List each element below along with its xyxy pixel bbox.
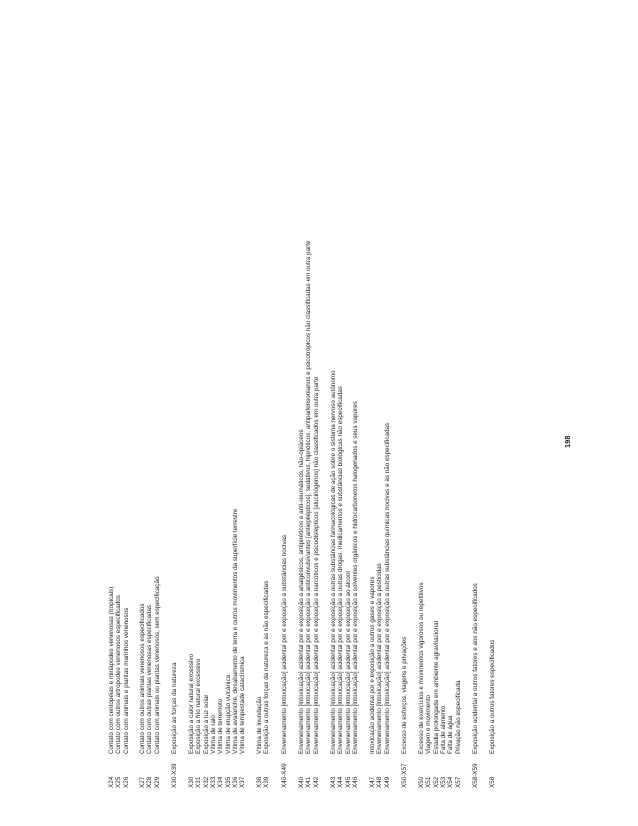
list-item bbox=[472, 583, 479, 788]
icd-code: X40-X49 bbox=[281, 763, 288, 788]
list-item bbox=[298, 430, 305, 788]
icd-code: X30 bbox=[188, 776, 195, 788]
list-item bbox=[337, 386, 344, 788]
icd-description: Contato com outras plantas venenosas especificadas bbox=[146, 604, 154, 754]
list-item bbox=[455, 680, 462, 788]
icd-description: Estadia prolongada em ambiente agravitacional bbox=[432, 620, 440, 754]
icd-code: X45 bbox=[344, 776, 352, 788]
icd-code: X39 bbox=[263, 776, 271, 788]
list-item bbox=[376, 563, 383, 788]
icd-description: Vítima de erupção vulcânica bbox=[224, 674, 232, 754]
icd-description: Vítima de raio bbox=[209, 715, 217, 754]
list-item bbox=[171, 663, 178, 788]
list-item bbox=[146, 605, 153, 788]
icd-code: X38 bbox=[256, 776, 263, 788]
icd-description: Vítima de avalanche, desabamento de terra e outros movimentos da superfície terrestre bbox=[231, 508, 239, 754]
icd-code: X58 bbox=[489, 776, 496, 788]
list-item bbox=[352, 401, 359, 788]
list-item bbox=[139, 603, 146, 788]
icd-code: X48 bbox=[376, 776, 384, 788]
icd-description: Contato com animais e plantas marinhos venenosos bbox=[122, 607, 130, 754]
icd-description: Falta de água bbox=[447, 715, 455, 754]
icd-code: X42 bbox=[312, 776, 320, 788]
icd-description: Envenenamento [intoxicação] acidental por e exposição a solventes orgânicos e hidrocarbonetos halogenados e seus vapores bbox=[351, 401, 359, 754]
icd-description: Intoxicação acidental por e exposição a outros gases e vapores bbox=[369, 576, 376, 754]
icd-description: Envenenamento [intoxicação] acidental por e exposição a anticonvulsivantes [antiepilépticos], sedativos, hipnóticos, antiparkinsonianos e psicotrópicos não classificadas em outra parte bbox=[305, 240, 313, 754]
icd-description: Contato com centopéias e miriápodes venenosas (tropicais) bbox=[108, 586, 115, 754]
list-item bbox=[440, 706, 447, 788]
list-item bbox=[154, 577, 161, 788]
icd-description: Exposição a outras forças da natureza e às não especificadas bbox=[263, 580, 271, 754]
icd-code: X50-X57 bbox=[401, 763, 408, 788]
icd-description: Privação não especificada bbox=[454, 680, 462, 754]
icd-code: X33 bbox=[209, 776, 217, 788]
icd-code: X50 bbox=[418, 776, 425, 788]
list-item bbox=[447, 715, 454, 788]
icd-code: X30-X39 bbox=[171, 763, 178, 788]
list-item bbox=[305, 241, 312, 789]
icd-code: X54 bbox=[447, 776, 455, 788]
icd-description: Envenenamento [intoxicação] acidental por e exposição a analgésicos, antipiréticos e anti-reumáticos, não-opiáceos bbox=[298, 429, 305, 754]
icd-code: X35 bbox=[224, 776, 232, 788]
list-item bbox=[232, 509, 239, 788]
list-item bbox=[281, 535, 288, 788]
icd-description: Envenenamento [intoxicação] acidental por e exposição ao álcool bbox=[344, 571, 352, 754]
icd-code: X28 bbox=[146, 776, 154, 788]
icd-description: Envenenamento [intoxicação] acidental por e exposição a outras drogas, medicamentos e substâncias biológicas não especificadas bbox=[337, 386, 345, 754]
icd-description: Vítima de inundação bbox=[256, 696, 263, 754]
list-item bbox=[433, 621, 440, 788]
icd-description: Envenenamento [intoxicação] acidental por e exposição a outras substâncias químicas nocivas e às não especificadas bbox=[383, 422, 391, 754]
icd-description: Envenenamento [intoxicação] acidental por e exposição a outras substâncias farmacológicas de ação sobre o sistema nervoso autônomo bbox=[330, 370, 337, 754]
list-item bbox=[225, 675, 232, 788]
icd-code: X40 bbox=[298, 776, 305, 788]
icd-code: X44 bbox=[337, 776, 345, 788]
icd-description: Exposição às forças da natureza bbox=[171, 662, 178, 754]
list-item bbox=[369, 577, 376, 788]
icd-code: X36 bbox=[231, 776, 239, 788]
icd-code: X46 bbox=[351, 776, 359, 788]
list-item bbox=[401, 637, 408, 788]
icd-description: Excesso de exercícios e movimentos vigorosos ou repetitivos bbox=[418, 582, 425, 754]
icd-description: Envenenamento [intoxicação] acidental por e exposição a narcóticos e psicodislépticos [alucinógenos] não classificados em outra parte bbox=[312, 376, 320, 754]
list-item bbox=[239, 656, 246, 788]
icd-code: X24 bbox=[108, 776, 115, 788]
list-item bbox=[188, 654, 195, 788]
icd-code: X32 bbox=[202, 776, 210, 788]
icd-code: X27 bbox=[139, 776, 146, 788]
icd-description: Viagem e movimento bbox=[425, 694, 433, 754]
icd-code: X47 bbox=[369, 776, 376, 788]
list-item bbox=[384, 423, 391, 788]
icd-code: X25 bbox=[115, 776, 123, 788]
list-item bbox=[263, 581, 270, 788]
list-item bbox=[108, 587, 115, 788]
icd-description: Vítima de terremoto bbox=[217, 698, 225, 754]
list-item bbox=[330, 370, 337, 788]
list-item bbox=[195, 659, 202, 788]
list-item bbox=[489, 640, 496, 788]
icd-code: X41 bbox=[305, 776, 313, 788]
icd-description: Vítima de tempestade cataclísmica bbox=[239, 656, 247, 754]
icd-code: X53 bbox=[439, 776, 447, 788]
rotated-page-content bbox=[108, 68, 588, 788]
list-item bbox=[210, 715, 217, 788]
icd-description: Exposição à luz solar bbox=[202, 694, 210, 754]
icd-description: Contato com outros artrópodes venenosos especificados bbox=[115, 595, 123, 754]
icd-description: Exposição a calor natural excessivo bbox=[188, 653, 195, 754]
icd-code: X51 bbox=[425, 776, 433, 788]
icd-code: X31 bbox=[195, 776, 203, 788]
list-item bbox=[123, 608, 130, 788]
icd-code: X34 bbox=[217, 776, 225, 788]
icd-code: X58-X59 bbox=[472, 763, 479, 788]
icd-description: Envenenamento [intoxicação] acidental por e exposição à substâncias nocivas bbox=[281, 534, 288, 754]
icd-code: X29 bbox=[153, 776, 161, 788]
icd-code: X57 bbox=[454, 776, 462, 788]
list-item bbox=[203, 694, 210, 788]
icd-description: Exposição acidental a outros fatores e aos não especificados bbox=[472, 583, 479, 754]
icd-code: X52 bbox=[432, 776, 440, 788]
icd-description: Contato com outros animais venenosos especificados bbox=[139, 603, 146, 754]
list-item bbox=[313, 377, 320, 788]
list-item bbox=[217, 699, 224, 788]
icd-description: Envenenamento [intoxicação] acidental por e exposição a pesticidas bbox=[376, 563, 384, 754]
list-item bbox=[418, 583, 425, 789]
list-item bbox=[345, 571, 352, 788]
icd-code: X26 bbox=[122, 776, 130, 788]
icd-code: X43 bbox=[330, 776, 337, 788]
list-item bbox=[115, 595, 122, 788]
icd-description: Contato com animais ou plantas venenosos, sem especificação bbox=[153, 576, 161, 754]
icd-description: Exposição a frio natural excessivo bbox=[195, 658, 203, 754]
page-number: 198 bbox=[563, 435, 572, 448]
icd-description: Falta de alimento bbox=[439, 705, 447, 754]
icd-description: Excesso de esforços, viagens e privações bbox=[401, 636, 408, 754]
icd-description: Exposição a outros fatores especificados bbox=[489, 639, 496, 754]
icd-code: X37 bbox=[239, 776, 247, 788]
icd-code: X49 bbox=[383, 776, 391, 788]
list-item bbox=[256, 697, 263, 788]
list-item bbox=[425, 695, 432, 788]
